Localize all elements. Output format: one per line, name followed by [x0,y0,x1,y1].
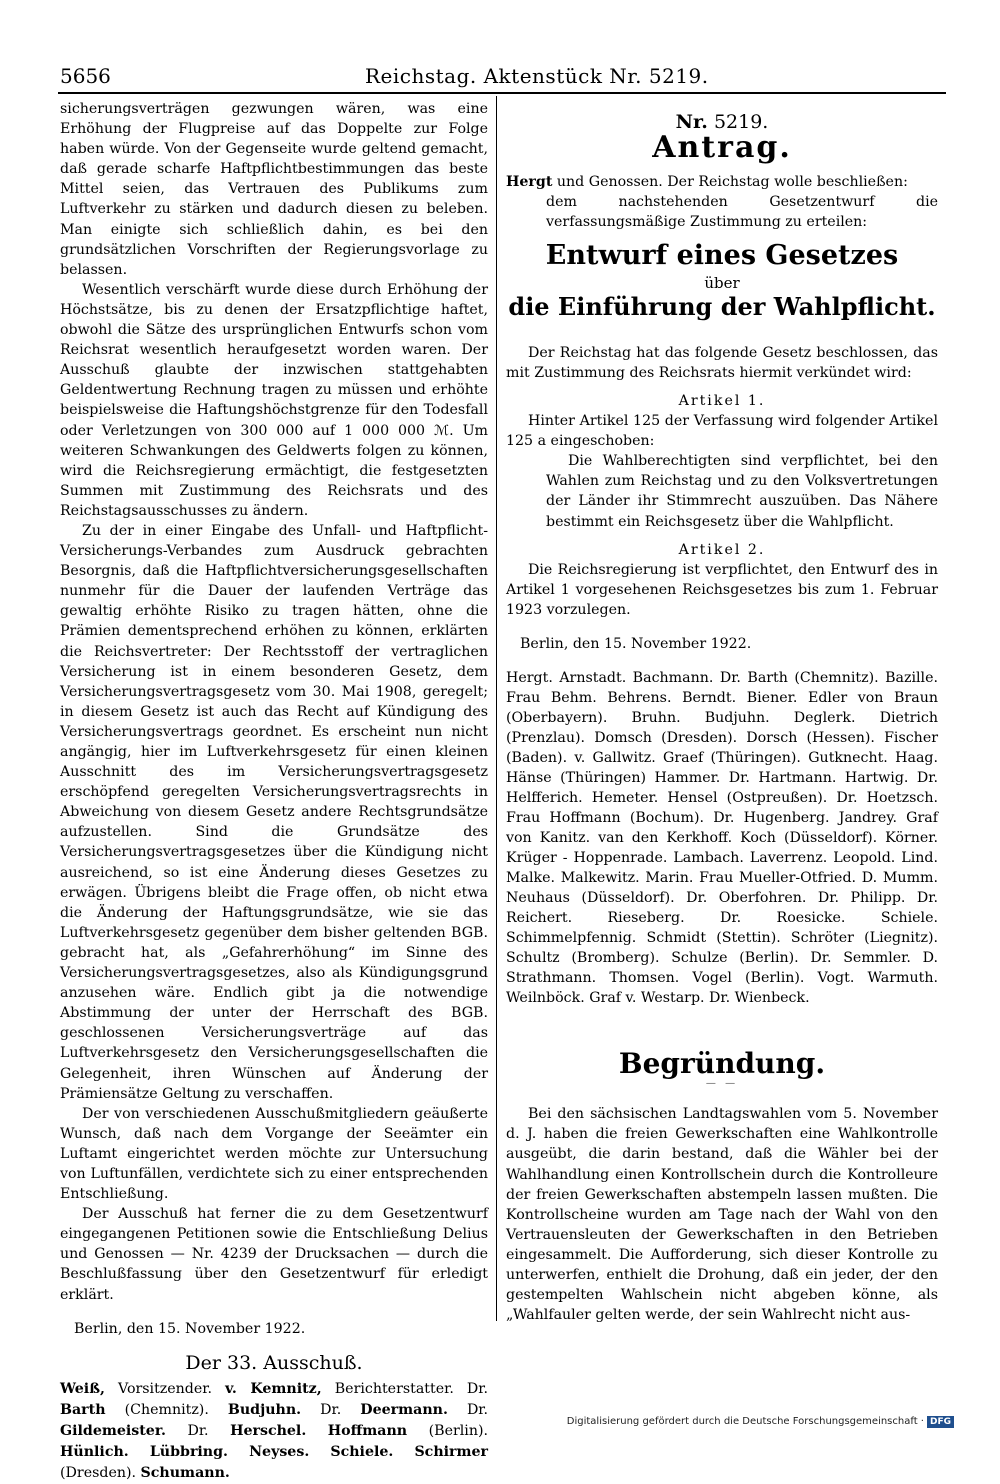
signer-role: Berichterstatter. [334,1380,454,1397]
petitioners-list: Hergt. Arnstadt. Bachmann. Dr. Barth (Chemnitz). Bazille. Frau Behm. Behrens. Berndt. Biener. Edler von Braun (Oberbayern). Bruhn. Budjuhn. Deglerk. Dietrich (Prenzlau). Domsch (Dresden). Dorsch (Hessen). Fischer (Baden). v. Gallwitz. Graef (Thüringen). Gutknecht. Haag. Hänse (Thüringen) Hammer. Dr. Hartmann. Hartwig. Dr. Helfferich. Hemeter. Hensel (Ostpreußen). Dr. Hoetzsch. Frau Hoffmann (Bochum). Dr. Hugenberg. Jandrey. Graf von Kanitz. van den Kerkhoff. Koch (Düsseldorf). Körner. Krüger - Hoppenrade. Lambach. Laverrenz. Leopold. Lind. Malke. Malkewitz. Marin. Frau Mueller-Otfried. D. Mumm. Neuhaus (Düsseldorf). Dr. Oberfohren. Dr. Philipp. Dr. Reichert. Rieseberg. Dr. Roesicke. Schiele. Schimmelpfennig. Schmidt (Stettin). Schröter (Liegnitz). Schultz (Bromberg). Schulze (Berlin). Dr. Semmler. D. Strathmann. Thomsen. Vogel (Berlin). Vogt. Warmuth. Weilnböck. Graf v. Westarp. Dr. Wienbeck. [506,670,938,1007]
signer-role: Vorsitzender. [118,1380,213,1397]
right-column [506,112,938,1325]
footer-credit [567,1416,954,1428]
signer: Neyses. [249,1443,310,1460]
article-2-heading: Artikel 2. [678,541,766,558]
signer: Schumann. [140,1464,230,1481]
left-date: Berlin, den 15. November 1922. [74,1320,306,1337]
law-subject: die Einführung der Wahlpflicht. [508,291,936,321]
committee-heading: Der 33. Ausschuß. [185,1351,363,1374]
left-paragraph: Der von verschiedenen Ausschußmitgliedern geäußerte Wunsch, daß nach dem Vorgange der Seeämter ein Luftamt eingerichtet werden möchte zur Untersuchung von Luftunfällen, verdichtete sich zu einer entsprechenden Entschließung. [60,1105,488,1203]
law-connector: über [704,273,740,292]
header-rule [58,92,946,94]
signer: Budjuhn. [227,1401,302,1418]
motion-proposer: Hergt [506,174,553,191]
left-paragraph: Der Ausschuß hat ferner die zu dem Gesetzentwurf eingegangenen Petitionen sowie die Entschließung Delius und Genossen — Nr. 4239 der Drucksachen — durch die Beschlußfassung über den Gesetzentwurf für erledigt erklärt. [60,1206,488,1303]
signer-location: (Berlin). [428,1422,489,1439]
left-column [60,99,488,1484]
motion-title: Antrag. [652,130,792,166]
signer: Hünlich. [60,1443,129,1460]
reasoning-title: Begründung. [618,1047,826,1081]
signer: Schirmer [414,1443,489,1460]
signer: Herschel. [230,1422,307,1439]
title-dr: Dr. [466,1401,489,1418]
signer: Gildemeister. [60,1422,166,1439]
document-number-value: 5219. [713,111,769,133]
left-paragraph: sicherungsverträgen gezwungen wären, was eine Erhöhung der Flugpreise auf das Doppelte zur Folge haben würde. Von der Gegenseite wurde geltend gemacht, daß gerade scharfe Haftpflichtbestimmungen das beste Mittel seien, das Vertrauen des Publikums zum Luftverkehr zu stärken und dadurch diesen zu beleben. Man einigte sich schließlich dahin, es bei den grundsätzlichen Vorschriften der Regierungsvorlage zu belassen. [60,101,488,278]
ornament-divider: — — [705,1078,739,1090]
motion-text: dem nachstehenden Gesetzentwurf die verfassungsmäßige Zustimmung zu erteilen: [546,194,938,231]
right-date: Berlin, den 15. November 1922. [520,635,752,652]
article-1-text: Hinter Artikel 125 der Verfassung wird folgender Artikel 125 a eingeschoben: [506,413,938,450]
document-number-prefix: Nr. [675,111,708,133]
signer: v. Kemnitz, [225,1380,322,1397]
reasoning-text: Bei den sächsischen Landtagswahlen vom 5. November d. J. haben die freien Gewerkschaften eine Wahlkontrolle ausgeübt, die darin bestand, daß die Wähler bei der Wahlhandlung einen Kontrollschein durch die Kontrolleure der freien Gewerkschaften abstempeln lassen mußten. Die Kontrollscheine wurden am Tage nach der Wahl von den Vertrauensleuten der Gewerkschaften in den Betrieben eingesammelt. Die Aufforderung, sich dieser Kontrolle zu unterwerfen, enthielt die Drohung, daß ein jeder, der den gestempelten Wahlschein nicht abgeben könne, als „Wahlfauler gelten werde, der sein Wahlrecht nicht aus- [506,1106,938,1324]
left-paragraph: Zu der in einer Eingabe des Unfall- und Haftpflicht-Versicherungs-Verbandes zum Ausdruck gebrachten Besorgnis, daß die Haftpflichtversicherungsgesellschaften nunmehr für die Dauer der laufenden Verträge das gewaltig erhöhte Risiko zu tragen hätten, ohne die Prämien dementsprechend erhöhen zu können, erklärten die Reichsvertreter: Der Rechtsstoff der vertraglichen Versicherung ist in einem besonderen Gesetz, dem Versicherungsvertragsgesetz vom 30. Mai 1908, geregelt; in diesem Gesetz ist auch das Recht auf Kündigung des Versicherungsvertrags geordnet. Es erscheint nun nicht angängig, hier im Luftverkehrsgesetz für einen kleinen Ausschnitt des im Versicherungsvertragsgesetz erschöpfend geregelten Versicherungsvertragsrechts in Abweichung von diesem Gesetz andere Rechtsgrundsätze aufzustellen. Sind die Grundsätze des Versicherungsvertragsgesetzes über die Kündigung nicht ausreichend, so ist eine Änderung dieses Gesetzes zu erwägen. Übrigens bleibt die Frage offen, ob nicht etwa die Änderung der Haftungsgrundsätze, wie sie das Luftverkehrsgesetz gegenüber dem bisher geltenden BGB. gebracht hat, als „Gefahrerhöhung“ im Sinne des Versicherungsvertragsgesetzes, also als Kündigungsgrund anzusehen wäre. Endlich gibt ja die notwendige Abstimmung der unter der Herrschaft des BGB. geschlossenen Versicherungsverträge auf das Luftverkehrsgesetz den Versicherungsgesellschaften die Gelegenheit, ihren Wünschen auf Änderung der Prämiensätze Geltung zu verschaffen. [60,522,488,1102]
enactment-clause: Der Reichstag hat das folgende Gesetz beschlossen, das mit Zustimmung des Reichsrats hiermit verkündet wird: [506,344,938,381]
document-number [506,112,938,132]
signer: Deermann. [360,1401,448,1418]
footer-credit-text: Digitalisierung gefördert durch die Deutsche Forschungsgemeinschaft · [566,1416,924,1427]
signer: Weiß, [60,1380,105,1397]
motion-intro: und Genossen. Der Reichstag wolle beschließen: [556,174,908,191]
motion-lead [506,172,938,192]
signer: Hoffmann [327,1422,408,1439]
article-1-insert: Die Wahlberechtigten sind verpflichtet, bei den Wahlen zum Reichstag und zu den Volksvertretungen der Länder ihr Stimmrecht auszuüben. Das Nähere bestimmt ein Reichsgesetz über die Wahlpflicht. [546,453,938,530]
dfg-logo: DFG [927,1416,954,1428]
committee-signers [60,1379,488,1484]
signer: Schiele. [330,1443,394,1460]
title-dr: Dr. [320,1401,342,1418]
signer: Lübbring. [149,1443,228,1460]
signer: Barth [60,1401,106,1418]
article-1-heading: Artikel 1. [678,392,766,409]
title-dr: Dr. [187,1422,209,1439]
running-head: Reichstag. Aktenstück Nr. 5219. [365,64,709,88]
title-dr: Dr. [466,1380,489,1397]
article-2-text: Die Reichsregierung ist verpflichtet, den Entwurf des in Artikel 1 vorgesehenen Reichsgesetzes bis zum 1. Februar 1923 vorzulegen. [506,561,938,618]
signer-location: (Dresden). [60,1464,137,1481]
law-title: Entwurf eines Gesetzes [545,240,899,272]
page-number: 5656 [60,64,111,88]
column-divider [496,96,497,1321]
signer-location: (Chemnitz). [124,1401,209,1418]
left-paragraph: Wesentlich verschärft wurde diese durch Erhöhung der Höchstsätze, bis zu denen der Ersatzpflichtige haftet, obwohl die Sätze des ursprünglichen Entwurfs schon vom Reichsrat wesentlich heraufgesetzt worden waren. Der Ausschuß glaubte der inzwischen stattgehabten Geldentwertung Rechnung tragen zu müssen und erhöhte beispielsweise die Haftungshöchstgrenze für den Todesfall oder Verletzungen von 300 000 auf 1 000 000 ℳ. Um weiteren Schwankungen des Geldwerts folgen zu können, wird die Reichsregierung ermächtigt, die festgesetzten Summen mit Zustimmung des Reichsrats und des Reichstagsausschusses zu ändern. [60,281,488,519]
